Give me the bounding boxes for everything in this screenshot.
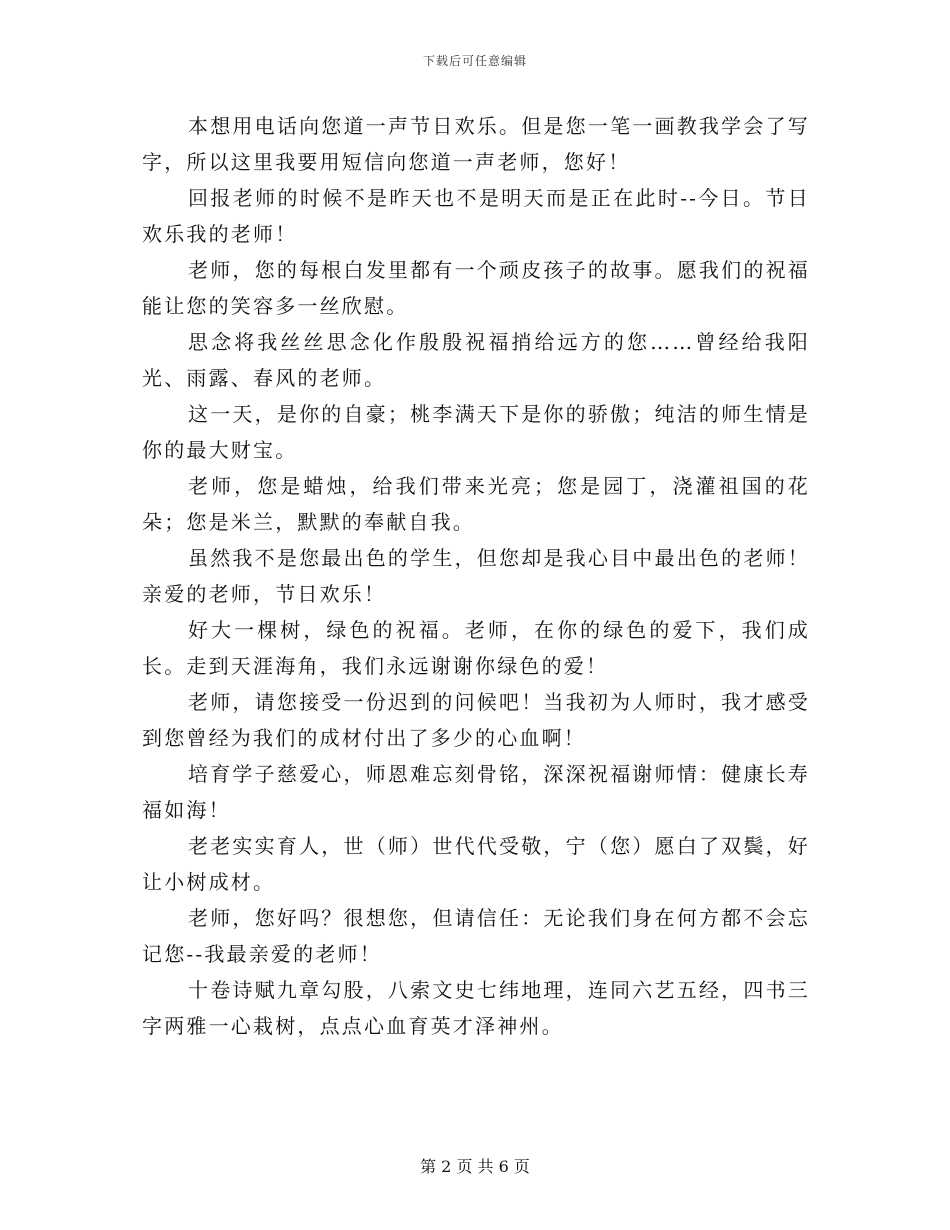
- paragraph: 本想用电话向您道一声节日欢乐。但是您一笔一画教我学会了写字，所以这里我要用短信向您道一声老师，您好！: [142, 114, 810, 174]
- paragraph: 虽然我不是您最出色的学生，但您却是我心目中最出色的老师！亲爱的老师，节日欢乐！: [142, 546, 810, 606]
- page-number-footer: 第 2 页 共 6 页: [420, 1157, 530, 1176]
- document-body: [142, 108, 810, 1044]
- page-header: 下载后可任意编辑: [422, 54, 527, 68]
- paragraph: 思念将我丝丝思念化作殷殷祝福捎给远方的您……曾经给我阳光、雨露、春风的老师。: [142, 330, 810, 390]
- paragraph: 回报老师的时候不是昨天也不是明天而是正在此时--今日。节日欢乐我的老师！: [142, 186, 810, 246]
- paragraph: 这一天，是你的自豪；桃李满天下是你的骄傲；纯洁的师生情是你的最大财宝。: [142, 402, 810, 462]
- paragraph: 培育学子慈爱心，师恩难忘刻骨铭，深深祝福谢师情：健康长寿福如海！: [142, 762, 810, 822]
- paragraph: 老师，请您接受一份迟到的问候吧！当我初为人师时，我才感受到您曾经为我们的成材付出了多少的心血啊！: [142, 690, 810, 750]
- paragraph: 好大一棵树，绿色的祝福。老师，在你的绿色的爱下，我们成长。走到天涯海角，我们永远谢谢你绿色的爱！: [142, 618, 810, 678]
- paragraph: 老师，您是蜡烛，给我们带来光亮；您是园丁，浇灌祖国的花朵；您是米兰，默默的奉献自我。: [142, 474, 810, 534]
- paragraph: 老老实实育人，世（师）世代代受敬，宁（您）愿白了双鬓，好让小树成材。: [142, 834, 810, 894]
- paragraph: 老师，您的每根白发里都有一个顽皮孩子的故事。愿我们的祝福能让您的笑容多一丝欣慰。: [142, 258, 810, 318]
- paragraph: 十卷诗赋九章勾股，八索文史七纬地理，连同六艺五经，四书三字两雅一心栽树，点点心血育英才泽神州。: [142, 978, 810, 1038]
- paragraph: 老师，您好吗？很想您，但请信任：无论我们身在何方都不会忘记您--我最亲爱的老师！: [142, 906, 810, 966]
